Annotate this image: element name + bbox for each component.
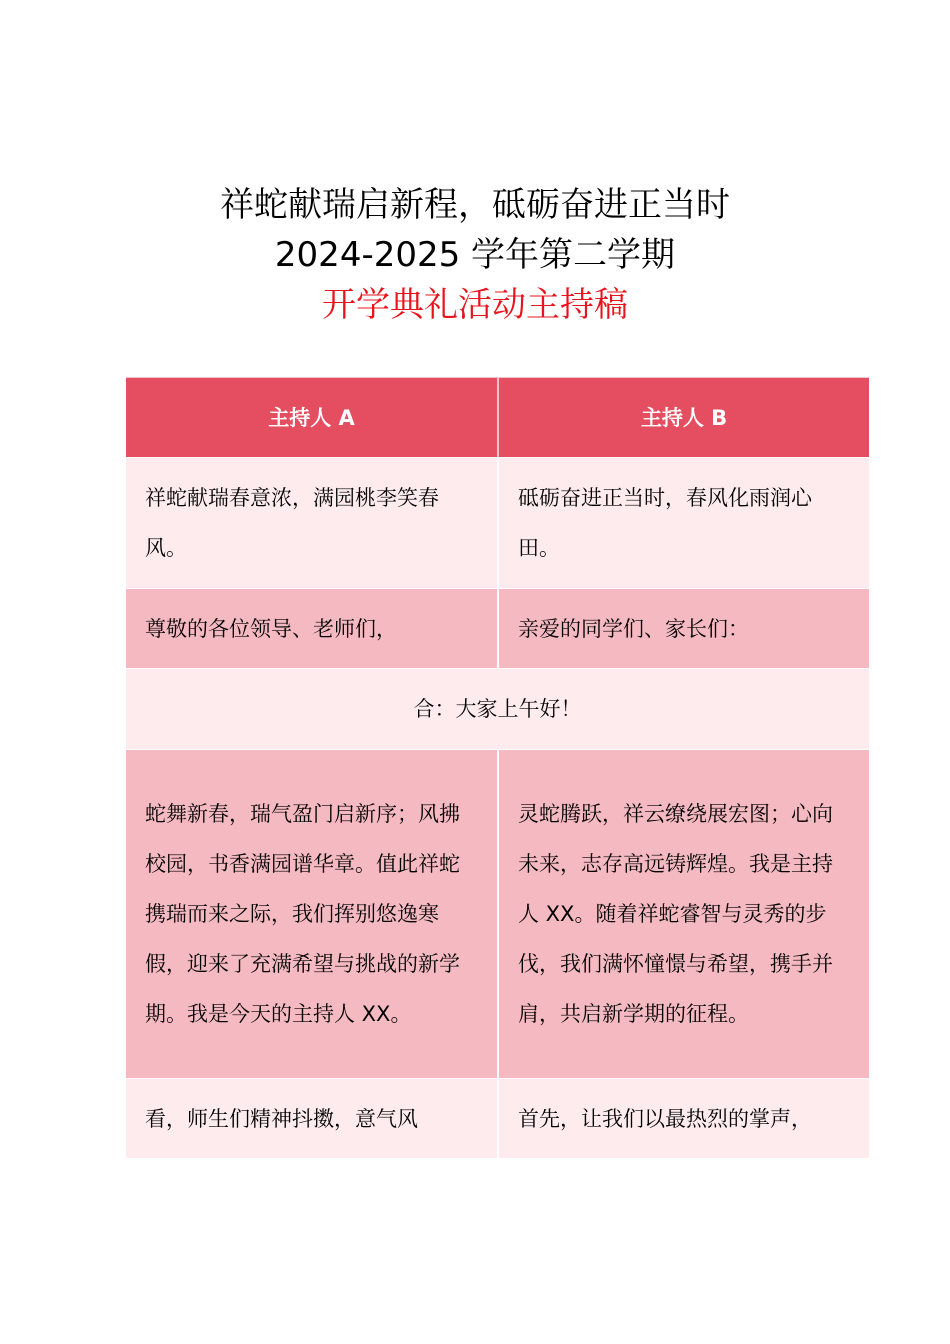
host-a-line: 尊敬的各位领导、老师们， — [145, 616, 397, 641]
host-a-line: 蛇舞新春，瑞气盈门启新序；风拂校园，书香满园谱华章。值此祥蛇携瑞而来之际，我们挥别悠逸寒假，迎来了充满希望与挑战的新学期。我是今天的主持人 XX。 — [145, 802, 460, 1026]
host-b-line: 亲爱的同学们、家长们： — [497, 589, 869, 668]
table-row — [126, 669, 869, 750]
title-line-2: 2024-2025 学年第二学期 — [274, 235, 676, 275]
host-b-line: 首先，让我们以最热烈的掌声， — [497, 1079, 869, 1158]
host-b-line: 灵蛇腾跃，祥云缭绕展宏图；心向未来，志存高远铸辉煌。我是主持人 XX。随着祥蛇睿智与灵秀的步伐，我们满怀憧憬与希望，携手并肩，共启新学期的征程。 — [497, 750, 869, 1078]
host-a-line: 看，师生们精神抖擞，意气风 — [145, 1106, 418, 1131]
header-host-a: 主持人 A — [268, 405, 355, 430]
title-line-3: 开学典礼活动主持稿 — [322, 285, 628, 325]
together-line: 合：大家上午好！ — [413, 697, 582, 721]
host-a-line: 祥蛇献瑞春意浓，满园桃李笑春风。 — [145, 486, 439, 560]
header-host-b: 主持人 B — [497, 378, 869, 457]
table-row — [126, 1079, 869, 1159]
host-script-table — [126, 377, 869, 1159]
table-row — [126, 750, 869, 1079]
host-b-line: 砥砺奋进正当时，春风化雨润心田。 — [497, 458, 869, 588]
table-header-row — [126, 378, 869, 458]
table-row — [126, 589, 869, 669]
table-row — [126, 458, 869, 589]
title-line-1: 祥蛇献瑞启新程，砥砺奋进正当时 — [220, 185, 730, 225]
document-title — [0, 180, 950, 330]
